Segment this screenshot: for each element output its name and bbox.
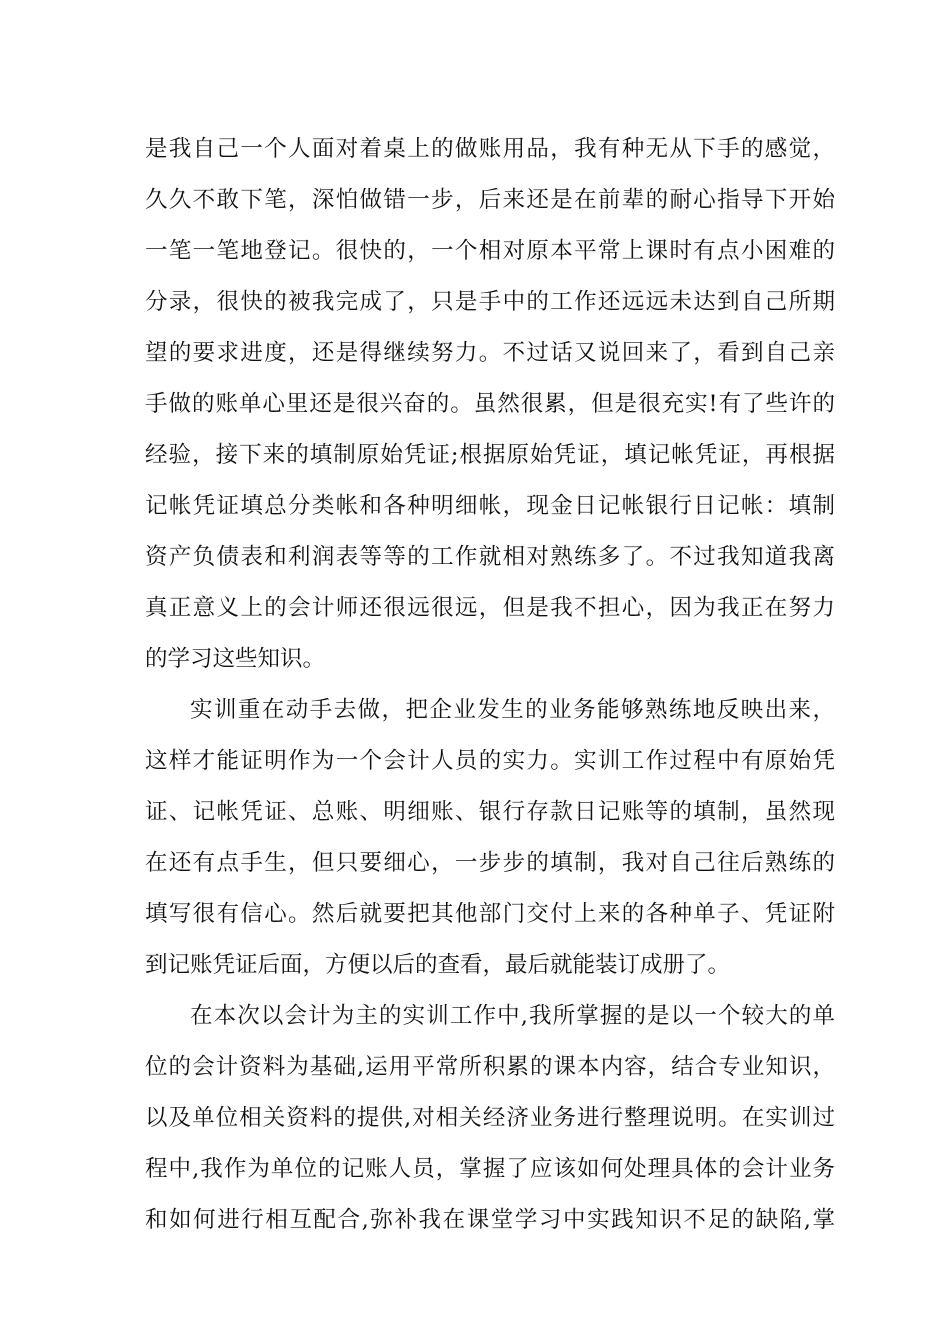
text-line: 以及单位相关资料的提供,对相关经济业务进行整理说明。在实训过 bbox=[145, 1105, 835, 1131]
text-line: 分录，很快的被我完成了，只是手中的工作还远远未达到自己所期 bbox=[145, 289, 835, 315]
text-line: 是我自己一个人面对着桌上的做账用品，我有种无从下手的感觉， bbox=[145, 136, 835, 162]
paragraph-first-line: 在本次以会计为主的实训工作中,我所掌握的是以一个较大的单 bbox=[190, 1003, 835, 1029]
text-line: 手做的账单心里还是很兴奋的。虽然很累，但是很充实!有了些许的 bbox=[145, 391, 835, 417]
text-line: 望的要求进度，还是得继续努力。不过话又说回来了，看到自己亲 bbox=[145, 340, 835, 366]
text-line: 资产负债表和利润表等等的工作就相对熟练多了。不过我知道我离 bbox=[145, 544, 835, 570]
text-line: 位的会计资料为基础,运用平常所积累的课本内容，结合专业知识， bbox=[145, 1054, 835, 1080]
text-line: 到记账凭证后面，方便以后的查看，最后就能装订成册了。 bbox=[145, 952, 731, 978]
text-line: 证、记帐凭证、总账、明细账、银行存款日记账等的填制，虽然现 bbox=[145, 799, 835, 825]
text-line: 真正意义上的会计师还很远很远，但是我不担心，因为我正在努力 bbox=[145, 595, 835, 621]
text-line: 这样才能证明作为一个会计人员的实力。实训工作过程中有原始凭 bbox=[145, 748, 835, 774]
text-line: 和如何进行相互配合,弥补我在课堂学习中实践知识不足的缺陷,掌 bbox=[145, 1207, 835, 1233]
text-line: 的学习这些知识。 bbox=[145, 646, 326, 672]
text-line: 记帐凭证填总分类帐和各种明细帐，现金日记帐银行日记帐：填制 bbox=[145, 493, 835, 519]
text-line: 在还有点手生，但只要细心，一步步的填制，我对自己往后熟练的 bbox=[145, 850, 835, 876]
text-line: 程中,我作为单位的记账人员，掌握了应该如何处理具体的会计业务 bbox=[145, 1156, 835, 1182]
text-line: 一笔一笔地登记。很快的，一个相对原本平常上课时有点小困难的 bbox=[145, 238, 835, 264]
paragraph-first-line: 实训重在动手去做，把企业发生的业务能够熟练地反映出来， bbox=[190, 697, 835, 723]
text-line: 久久不敢下笔，深怕做错一步，后来还是在前辈的耐心指导下开始 bbox=[145, 187, 835, 213]
text-line: 经验，接下来的填制原始凭证;根据原始凭证，填记帐凭证，再根据 bbox=[145, 442, 835, 468]
text-line: 填写很有信心。然后就要把其他部门交付上来的各种单子、凭证附 bbox=[145, 901, 835, 927]
